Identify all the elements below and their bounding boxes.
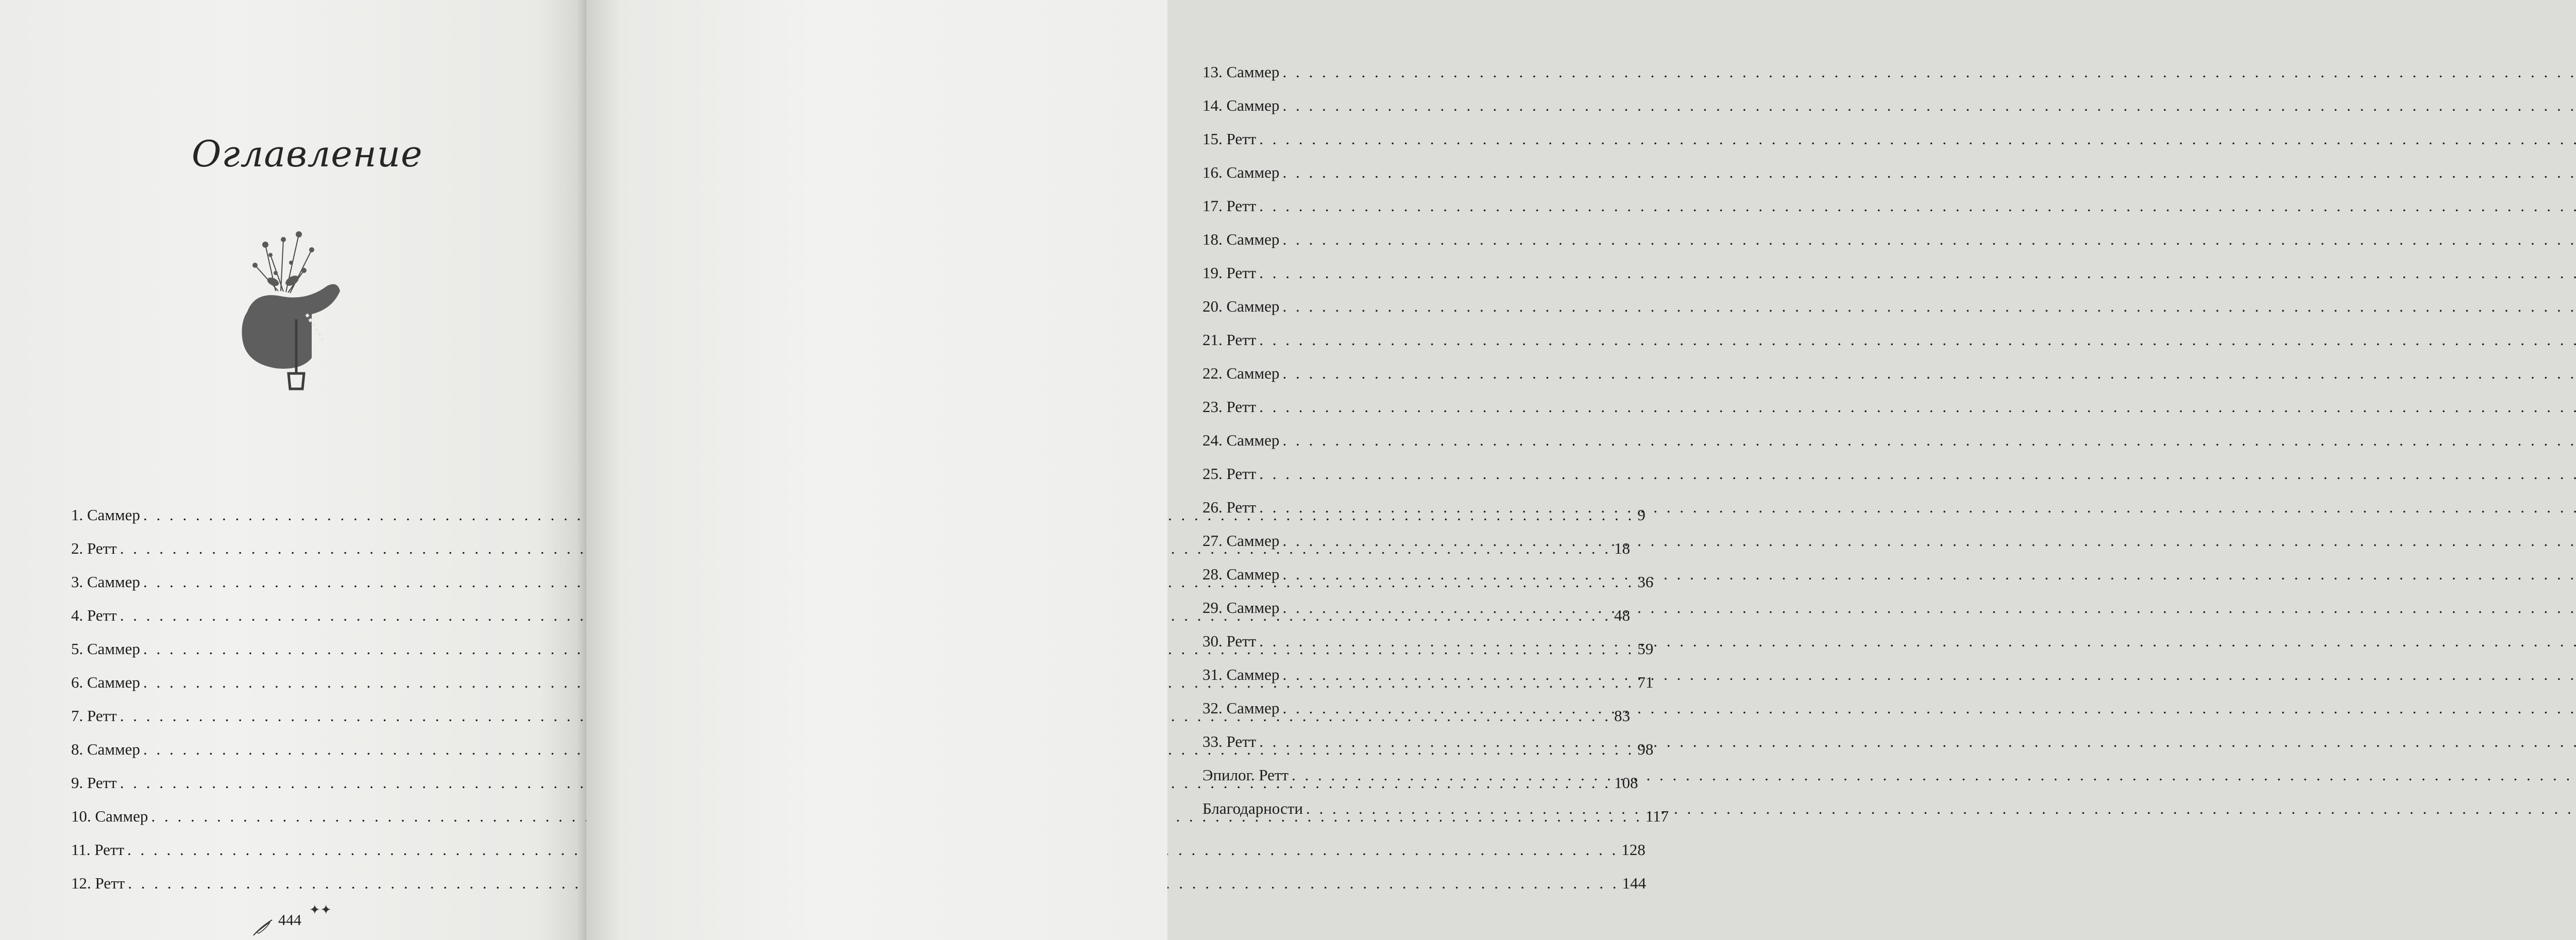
- chapter-title: 27. Саммер: [1202, 532, 1280, 550]
- dot-leader: [1259, 262, 2576, 284]
- chapter-title: Благодарности: [1202, 799, 1303, 817]
- toc-entry[interactable]: [1202, 396, 1663, 418]
- dot-leader: [1259, 730, 2576, 753]
- page-ref: 59: [1637, 640, 1654, 658]
- toc-entry[interactable]: [1202, 797, 1663, 820]
- right-page: [586, 0, 1303, 940]
- toc-entry[interactable]: [1202, 663, 1663, 686]
- saddle-seat: [242, 284, 340, 369]
- dot-leader: [1282, 362, 2576, 385]
- toc-entry[interactable]: [1202, 228, 1663, 251]
- chapter-title: 28. Саммер: [1202, 565, 1280, 583]
- chapter-title: 24. Саммер: [1202, 431, 1280, 449]
- page-ref: 71: [1637, 673, 1654, 691]
- chapter-title: 15. Ретт: [1202, 130, 1257, 148]
- chapter-title: 10. Саммер: [71, 807, 148, 825]
- chapter-title: 7. Ретт: [71, 707, 117, 725]
- chapter-title: 11. Ретт: [71, 841, 125, 859]
- chapter-title: 14. Саммер: [1202, 96, 1280, 114]
- dot-leader: [1259, 496, 2576, 519]
- toc-entry[interactable]: [1202, 195, 1663, 217]
- page-ref: 98: [1637, 740, 1654, 758]
- toc-entry[interactable]: [1202, 764, 1663, 787]
- dot-leader: [1282, 94, 2576, 117]
- toc-entry[interactable]: [71, 839, 1646, 861]
- chapter-title: 32. Саммер: [1202, 699, 1280, 717]
- page-ref: 18: [1614, 539, 1630, 557]
- dot-leader: [1282, 663, 2576, 686]
- chapter-title: 18. Саммер: [1202, 230, 1280, 248]
- quill-ornament-icon: [251, 917, 276, 937]
- toc-entry[interactable]: [1202, 630, 1663, 653]
- chapter-title: 1. Саммер: [71, 506, 140, 524]
- chapter-title: 21. Ретт: [1202, 331, 1257, 349]
- page-ref: 48: [1614, 606, 1630, 624]
- toc-title: Оглавление: [192, 133, 423, 175]
- toc-entry[interactable]: [1202, 128, 1663, 150]
- chapter-title: 23. Ретт: [1202, 398, 1257, 416]
- dot-leader: [1282, 228, 2576, 251]
- toc-entry[interactable]: [1202, 730, 1663, 753]
- chapter-title: 2. Ретт: [71, 539, 117, 557]
- dot-leader: [1259, 128, 2576, 150]
- toc-entry[interactable]: [1202, 697, 1663, 720]
- chapter-title: 33. Ретт: [1202, 732, 1257, 750]
- chapter-title: 4. Ретт: [71, 606, 117, 624]
- sparkle-icon: ✦✦: [309, 902, 332, 917]
- page-ref: 128: [1621, 841, 1646, 859]
- dot-leader: [1259, 329, 2576, 351]
- toc-entry[interactable]: [1202, 262, 1663, 284]
- chapter-title: 22. Саммер: [1202, 364, 1280, 382]
- chapter-title: 29. Саммер: [1202, 599, 1280, 617]
- dot-leader: [1282, 529, 2576, 552]
- toc-entry[interactable]: [1202, 596, 1663, 619]
- toc-entry[interactable]: [1202, 362, 1663, 385]
- page-ref: 117: [1645, 807, 1669, 825]
- dot-leader: [1292, 764, 2576, 787]
- saddle-with-flowers-icon: [234, 224, 348, 399]
- page-ref: 83: [1614, 707, 1630, 725]
- chapter-title: 30. Ретт: [1202, 632, 1257, 650]
- chapter-title: 9. Ретт: [71, 774, 117, 792]
- dot-leader: [1259, 630, 2576, 653]
- dot-leader: [1259, 195, 2576, 217]
- dot-leader: [1259, 463, 2576, 485]
- toc-entry[interactable]: [1202, 61, 1663, 83]
- chapter-title: 31. Саммер: [1202, 665, 1280, 683]
- chapter-title: 25. Ретт: [1202, 465, 1257, 483]
- page-ref: 9: [1637, 506, 1646, 524]
- chapter-title: 5. Саммер: [71, 640, 140, 658]
- chapter-title: 16. Саммер: [1202, 163, 1280, 181]
- chapter-title: 3. Саммер: [71, 573, 140, 591]
- toc-entry[interactable]: [1202, 429, 1663, 452]
- chapter-title: 13. Саммер: [1202, 63, 1280, 81]
- dot-leader: [1282, 61, 2576, 83]
- toc-entry[interactable]: [1202, 563, 1663, 586]
- page-ref: 144: [1622, 874, 1646, 892]
- dot-leader: [1259, 396, 2576, 418]
- chapter-title: 26. Ретт: [1202, 498, 1257, 516]
- toc-entry[interactable]: [1202, 496, 1663, 519]
- toc-entry[interactable]: [1202, 161, 1663, 184]
- toc-entry[interactable]: [1202, 295, 1663, 318]
- toc-entry[interactable]: [1202, 463, 1663, 485]
- dot-leader: [1282, 295, 2576, 318]
- chapter-title: 17. Ретт: [1202, 197, 1257, 215]
- dot-leader: [1282, 596, 2576, 619]
- chapter-title: 8. Саммер: [71, 740, 140, 758]
- dot-leader: [1306, 797, 2576, 820]
- toc-entry[interactable]: [71, 872, 1646, 895]
- page-ref: 108: [1614, 774, 1638, 792]
- chapter-title: 12. Ретт: [71, 874, 125, 892]
- toc-entry[interactable]: [1202, 94, 1663, 117]
- dot-leader: [1282, 697, 2576, 720]
- chapter-title: 19. Ретт: [1202, 264, 1257, 282]
- chapter-title: 6. Саммер: [71, 673, 140, 691]
- page-number: 444: [278, 912, 301, 929]
- chapter-title: Эпилог. Ретт: [1202, 766, 1289, 784]
- toc-entry[interactable]: [1202, 329, 1663, 351]
- toc-entry[interactable]: [1202, 529, 1663, 552]
- dot-leader: [1282, 161, 2576, 184]
- chapter-title: 20. Саммер: [1202, 297, 1280, 315]
- dot-leader: [1282, 563, 2576, 586]
- dot-leader: [1282, 429, 2576, 452]
- page-ref: 36: [1637, 573, 1654, 591]
